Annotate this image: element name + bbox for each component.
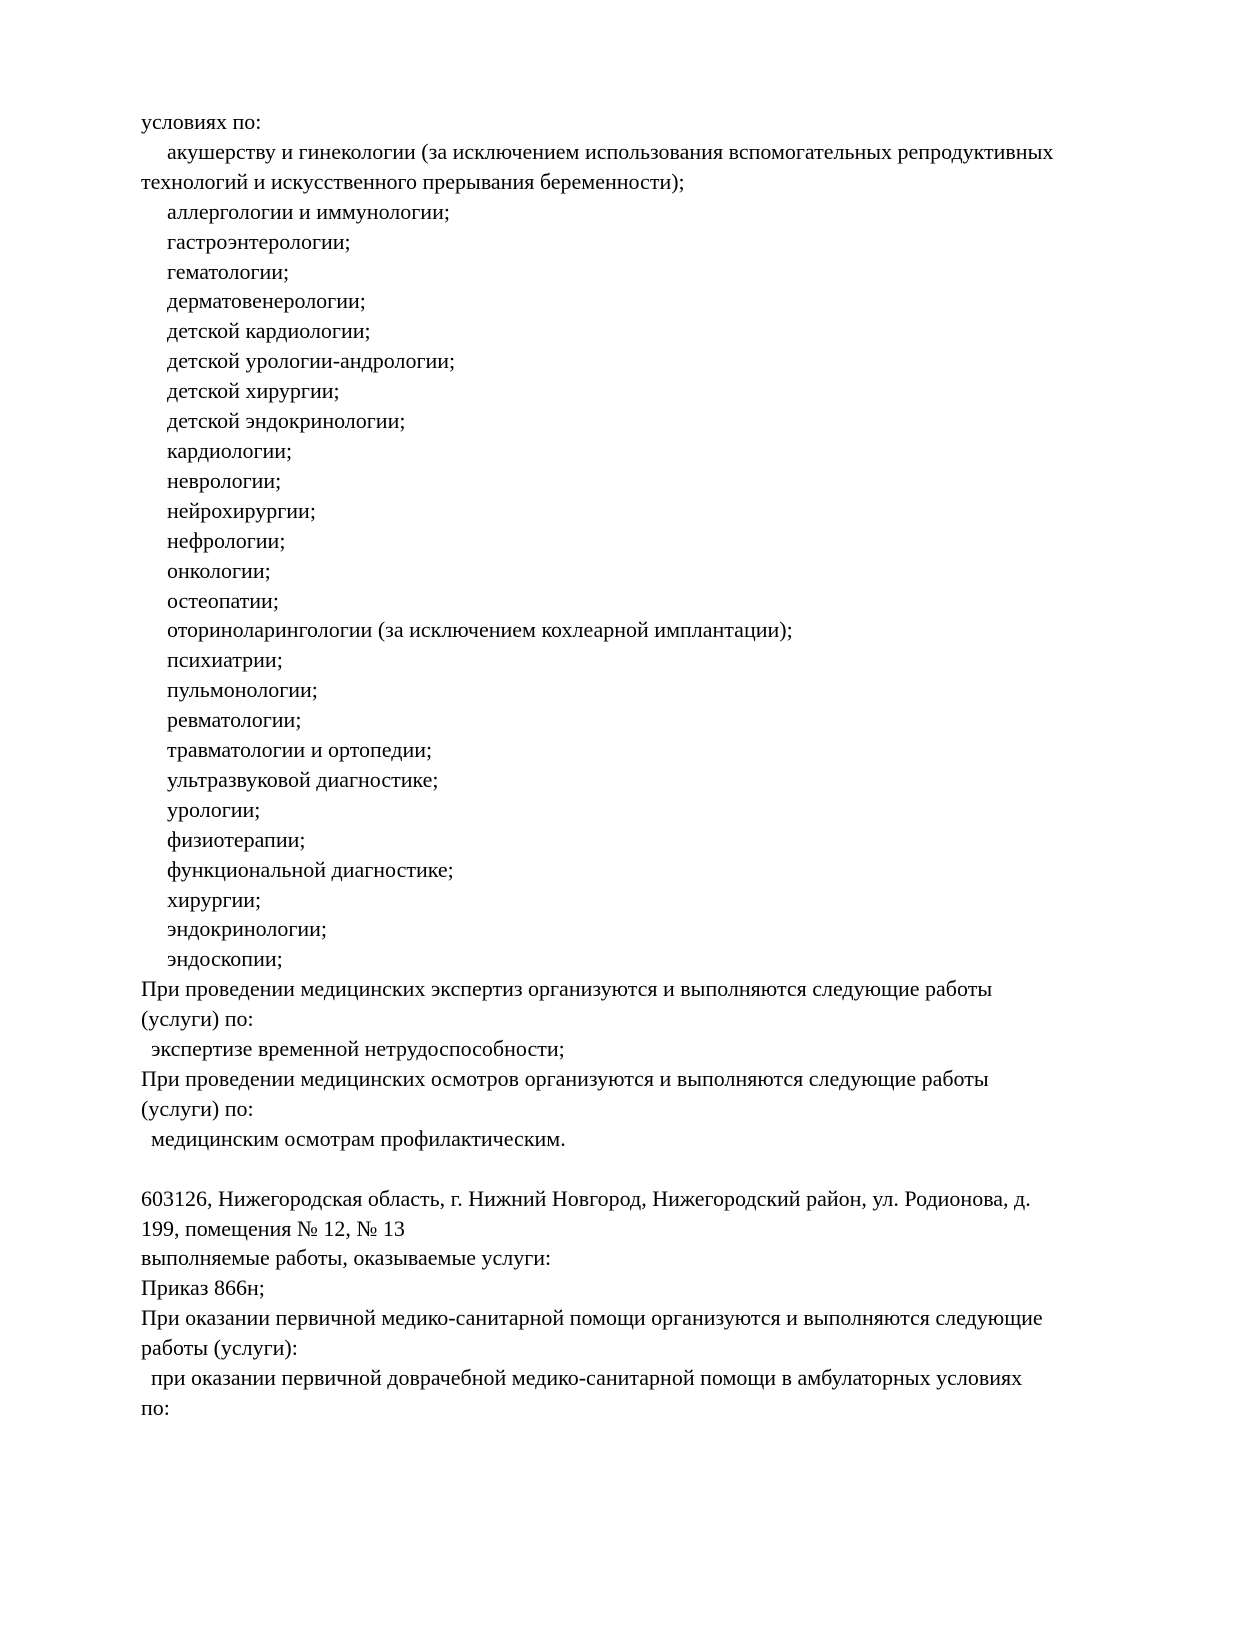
text-line: остеопатии; bbox=[167, 587, 279, 613]
text-line: по: bbox=[141, 1394, 170, 1420]
text-line: аллергологии и иммунологии; bbox=[167, 198, 450, 224]
text-line: дерматовенерологии; bbox=[167, 288, 366, 314]
text-line: гематологии; bbox=[167, 258, 290, 284]
text-line: 199, помещения № 12, № 13 bbox=[141, 1215, 405, 1241]
text-line: травматологии и ортопедии; bbox=[167, 737, 433, 763]
text-line: психиатрии; bbox=[167, 647, 283, 673]
text-line: функциональной диагностике; bbox=[167, 856, 454, 882]
text-line: 603126, Нижегородская область, г. Нижний Новгород, Нижегородский район, ул. Родионова, д. bbox=[141, 1185, 1031, 1211]
text-line: гастроэнтерологии; bbox=[167, 228, 351, 254]
document-text-block bbox=[141, 107, 1201, 1423]
text-line: неврологии; bbox=[167, 467, 282, 493]
text-line: технологий и искусственного прерывания беременности); bbox=[141, 168, 685, 194]
text-line: детской кардиологии; bbox=[167, 318, 371, 344]
text-line: оториноларингологии (за исключением кохлеарной имплантации); bbox=[167, 617, 793, 643]
text-line: детской хирургии; bbox=[167, 378, 340, 404]
text-line: экспертизе временной нетрудоспособности; bbox=[151, 1036, 565, 1062]
text-line: пульмонологии; bbox=[167, 677, 318, 703]
text-line: Приказ 866н; bbox=[141, 1275, 265, 1301]
text-line: хирургии; bbox=[167, 886, 262, 912]
text-line: медицинским осмотрам профилактическим. bbox=[151, 1125, 566, 1151]
text-line: онкологии; bbox=[167, 557, 271, 583]
text-line: нефрологии; bbox=[167, 527, 286, 553]
text-line: ревматологии; bbox=[167, 707, 302, 733]
text-line: физиотерапии; bbox=[167, 826, 306, 852]
text-line: (услуги) по: bbox=[141, 1006, 254, 1032]
text-line: При проведении медицинских экспертиз организуются и выполняются следующие работы bbox=[141, 976, 993, 1002]
text-line: детской эндокринологии; bbox=[167, 408, 406, 434]
text-line: нейрохирургии; bbox=[167, 497, 316, 523]
text-line: При оказании первичной медико-санитарной помощи организуются и выполняются следующие bbox=[141, 1305, 1043, 1331]
text-line: кардиологии; bbox=[167, 437, 293, 463]
text-line: ультразвуковой диагностике; bbox=[167, 766, 439, 792]
text-line: при оказании первичной доврачебной медико-санитарной помощи в амбулаторных условиях bbox=[151, 1365, 1023, 1391]
text-line: При проведении медицинских осмотров организуются и выполняются следующие работы bbox=[141, 1066, 989, 1091]
text-line: акушерству и гинекологии (за исключением использования вспомогательных репродуктивных bbox=[167, 138, 1054, 164]
text-line: выполняемые работы, оказываемые услуги: bbox=[141, 1245, 552, 1271]
text-line: эндокринологии; bbox=[167, 916, 328, 942]
text-line: детской урологии-андрологии; bbox=[167, 348, 456, 374]
text-line: (услуги) по: bbox=[141, 1095, 254, 1121]
text-line: эндоскопии; bbox=[167, 946, 283, 972]
blank-line bbox=[141, 1154, 1201, 1184]
text-line: условиях по: bbox=[141, 109, 262, 134]
text-line: работы (услуги): bbox=[141, 1335, 298, 1361]
text-line: урологии; bbox=[167, 796, 261, 822]
